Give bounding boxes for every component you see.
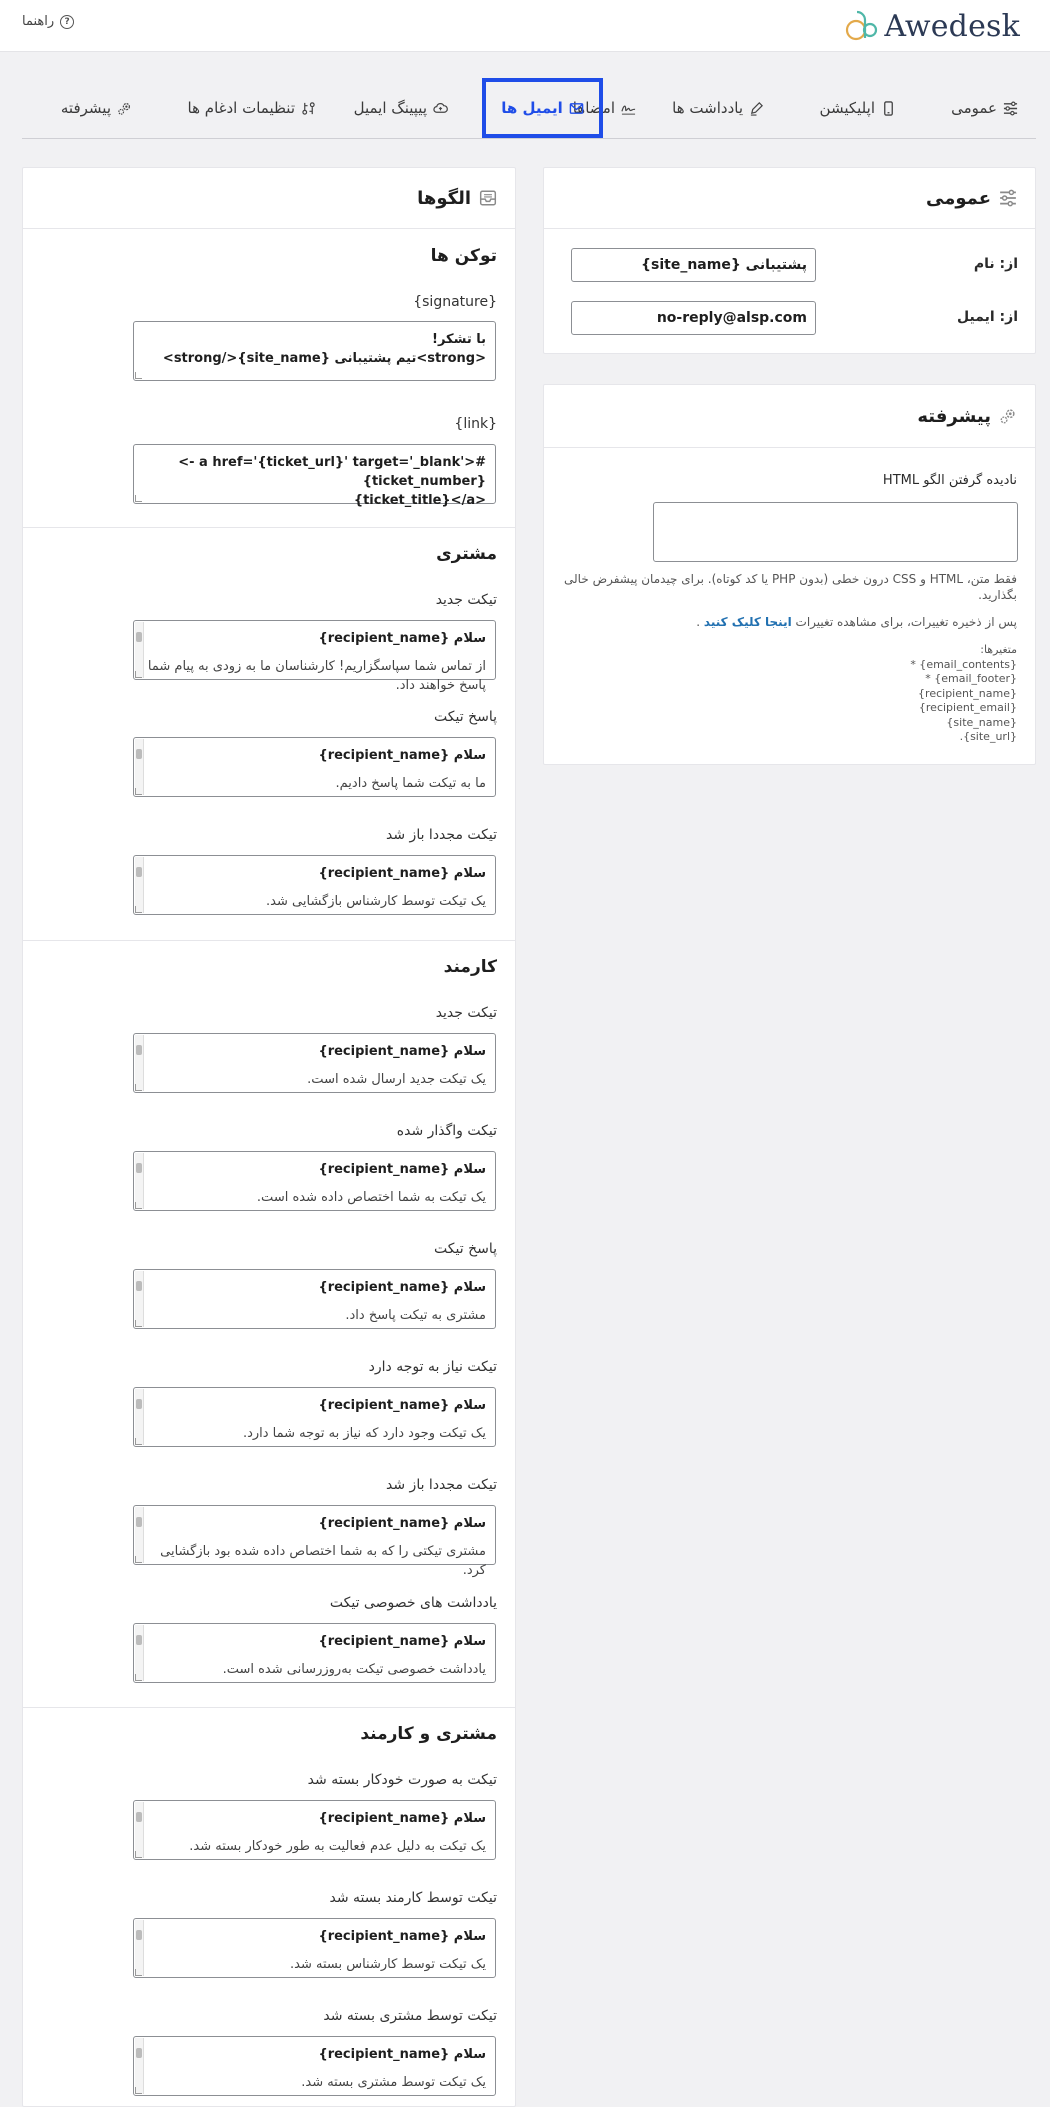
template-greeting: سلام {recipient_name} [318, 1280, 486, 1295]
variable-item: {recipient_name} [918, 686, 1017, 700]
customer-reopened-label: تیکت مجددا باز شد [386, 827, 497, 843]
ignore-template-label: نادیده گرفتن الگو HTML [882, 473, 1017, 488]
textarea-scrollbar[interactable] [135, 622, 144, 678]
variable-item: {email_footer} * [925, 672, 1017, 685]
scroll-thumb[interactable] [136, 867, 142, 877]
tab-label: امضاها [572, 99, 615, 117]
staff-reply-textarea[interactable] [133, 1269, 496, 1329]
textarea-scrollbar[interactable] [135, 1271, 144, 1327]
staff-reply-label: پاسخ تیکت [434, 1241, 497, 1257]
from-name-label: از: نام [973, 256, 1018, 272]
tab-application[interactable] [820, 78, 896, 138]
general-card-title: عمومی [925, 187, 991, 209]
templates-card [22, 167, 516, 2107]
customer-reply-textarea[interactable] [133, 737, 496, 797]
top-bar [0, 0, 1050, 52]
scroll-thumb[interactable] [136, 632, 142, 642]
section-divider [23, 940, 515, 941]
customer-new-ticket-label: تیکت جدید [435, 592, 497, 608]
template-body: مشتری تیکتی را که به شما اختصاص داده شده بود بازگشایی کرد. [160, 1544, 486, 1578]
textarea-scrollbar[interactable] [135, 739, 144, 795]
inbox-icon [479, 189, 497, 207]
general-card-header [544, 168, 1035, 229]
scroll-thumb[interactable] [136, 1812, 142, 1822]
template-body: یک تیکت توسط کارشناس بازگشایی شد. [266, 894, 486, 909]
gears-icon [117, 101, 132, 116]
staff-new-ticket-label: تیکت جدید [435, 1005, 497, 1021]
textarea-scrollbar[interactable] [135, 1625, 144, 1681]
templates-card-header [23, 168, 515, 229]
resize-grip-icon[interactable] [135, 1674, 142, 1681]
template-body: مشتری به تیکت پاسخ داد. [345, 1308, 486, 1323]
template-greeting: سلام {recipient_name} [318, 1811, 486, 1826]
scroll-thumb[interactable] [136, 2048, 142, 2058]
tab-label: یادداشت ها [672, 99, 743, 117]
template-greeting: سلام {recipient_name} [318, 866, 486, 881]
link-line-1: <- a href='{ticket_url}' target='_blank'>#{ticket_number} [178, 455, 486, 489]
resize-grip-icon[interactable] [135, 372, 142, 379]
template-greeting: سلام {recipient_name} [318, 1398, 486, 1413]
staff-reopened-textarea[interactable] [133, 1505, 496, 1578]
resize-grip-icon[interactable] [135, 1320, 142, 1327]
template-greeting: سلام {recipient_name} [318, 1044, 486, 1059]
link-token-textarea[interactable] [133, 444, 496, 508]
staff-reopened-label: تیکت مجددا باز شد [386, 1477, 497, 1493]
textarea-scrollbar[interactable] [135, 1802, 144, 1858]
template-body: یک تیکت توسط کارشناس بسته شد. [290, 1957, 486, 1972]
pen-icon [749, 101, 764, 116]
template-greeting: سلام {recipient_name} [318, 748, 486, 763]
signature-line-1: با تشکر! [432, 332, 486, 347]
gears-icon [999, 407, 1017, 425]
resize-grip-icon[interactable] [135, 1084, 142, 1091]
logo-text: Awedesk [884, 8, 1020, 44]
section-divider [23, 527, 515, 528]
question-circle-icon: ? [60, 15, 74, 29]
html-template-textarea[interactable] [653, 502, 1018, 562]
tab-label: پیشرفته [60, 99, 111, 117]
textarea-scrollbar[interactable] [135, 857, 144, 913]
tab-general[interactable] [951, 78, 1018, 138]
template-greeting: سلام {recipient_name} [318, 631, 486, 646]
customer-reopened-textarea[interactable] [133, 855, 496, 915]
after-save-prefix: پس از ذخیره تغییرات، برای مشاهده تغییرات [795, 615, 1017, 629]
tab-label: پیپینگ ایمیل [353, 99, 427, 117]
advanced-card [543, 384, 1036, 765]
from-email-label: از: ایمیل [957, 309, 1018, 325]
customer-new-ticket-textarea[interactable] [133, 620, 496, 693]
template-body: یک تیکت توسط مشتری بسته شد. [301, 2075, 486, 2090]
after-save-note [562, 614, 1017, 630]
cloud-icon [433, 101, 448, 116]
staff-new-ticket-textarea[interactable] [133, 1033, 496, 1093]
scroll-thumb[interactable] [136, 1635, 142, 1645]
customer-staff-section-title: مشتری و کارمند [360, 1724, 497, 1744]
textarea-scrollbar[interactable] [135, 1035, 144, 1091]
staff-private-notes-label: یادداشت های خصوصی تیکت [329, 1595, 497, 1611]
staff-assigned-label: تیکت واگذار شده [396, 1123, 497, 1139]
settings-tabs [22, 78, 1036, 139]
template-body: یک تیکت به شما اختصاص داده شده است. [256, 1190, 486, 1205]
variables-title: متغیرها: [980, 643, 1017, 656]
sliders-icon [999, 189, 1017, 207]
signature-token-textarea[interactable] [133, 321, 496, 381]
resize-grip-icon[interactable] [135, 1969, 142, 1976]
help-link[interactable] [22, 14, 74, 29]
sliders-icon [1003, 101, 1018, 116]
closed-by-staff-label: تیکت توسط کارمند بسته شد [329, 1890, 497, 1906]
template-greeting: سلام {recipient_name} [318, 1162, 486, 1177]
preview-link[interactable]: اینجا کلیک کنید [703, 615, 792, 629]
from-email-input[interactable]: no-reply@alsp.com [571, 301, 816, 335]
help-label: راهنما [22, 14, 55, 29]
tab-integrations[interactable] [188, 78, 316, 138]
resize-grip-icon[interactable] [135, 1556, 142, 1563]
phone-icon [881, 101, 896, 116]
tab-label: ایمیل ها [501, 99, 563, 117]
scroll-thumb[interactable] [136, 1517, 142, 1527]
staff-needs-attention-label: تیکت نیاز به توجه دارد [368, 1359, 497, 1375]
scroll-thumb[interactable] [136, 1930, 142, 1940]
staff-needs-attention-textarea[interactable] [133, 1387, 496, 1447]
scroll-thumb[interactable] [136, 1399, 142, 1409]
resize-grip-icon[interactable] [135, 906, 142, 913]
scroll-thumb[interactable] [136, 749, 142, 759]
auto-closed-textarea[interactable] [133, 1800, 496, 1860]
template-greeting: سلام {recipient_name} [318, 1516, 486, 1531]
template-body: از تماس شما سپاسگزاریم! کارشناسان ما به زودی به پیام شما پاسخ خواهند داد. [147, 659, 486, 693]
advanced-help-text: فقط متن، HTML و CSS درون خطی (بدون PHP یا کد کوتاه). برای چیدمان پیشفرض خالی بگذارید. [564, 572, 1017, 602]
tab-advanced[interactable] [61, 78, 132, 138]
template-greeting: سلام {recipient_name} [318, 1634, 486, 1649]
resize-grip-icon[interactable] [135, 2087, 142, 2094]
section-divider [23, 1707, 515, 1708]
tab-label: تنظیمات ادغام ها [187, 99, 295, 117]
textarea-scrollbar[interactable] [135, 1389, 144, 1445]
resize-grip-icon[interactable] [135, 788, 142, 795]
closed-by-customer-textarea[interactable] [133, 2036, 496, 2096]
resize-grip-icon[interactable] [135, 671, 142, 678]
signature-icon [621, 101, 636, 116]
staff-assigned-textarea[interactable] [133, 1151, 496, 1211]
tab-label: عمومی [951, 99, 997, 117]
textarea-scrollbar[interactable] [135, 2038, 144, 2094]
awedesk-logo-icon [844, 8, 878, 44]
auto-closed-label: تیکت به صورت خودکار بسته شد [307, 1772, 497, 1788]
scroll-thumb[interactable] [136, 1163, 142, 1173]
scroll-thumb[interactable] [136, 1045, 142, 1055]
template-greeting: سلام {recipient_name} [318, 1929, 486, 1944]
tokens-section-title: توکن ها [430, 246, 497, 266]
customer-section-title: مشتری [436, 544, 497, 564]
template-body: یک تیکت به دلیل عدم فعالیت به طور خودکار بسته شد. [189, 1839, 486, 1854]
staff-section-title: کارمند [443, 957, 497, 977]
resize-grip-icon[interactable] [135, 1438, 142, 1445]
envelope-icon [569, 101, 584, 116]
link-line-2: {ticket_title}</a> [353, 493, 486, 508]
variable-item: {site_url}. [959, 730, 1017, 743]
customer-reply-label: پاسخ تیکت [434, 709, 497, 725]
signature-line-2: <strong>تیم پشتیبانی {site_name}</strong> [162, 351, 486, 366]
template-body: یک تیکت جدید ارسال شده است. [307, 1072, 486, 1087]
template-body: ما به تیکت شما پاسخ دادیم. [335, 776, 486, 791]
template-body: یادداشت خصوصی تیکت به‌روزرسانی شده است. [222, 1662, 486, 1677]
link-token-label: {link} [454, 416, 497, 432]
scroll-thumb[interactable] [136, 1281, 142, 1291]
general-card [543, 167, 1036, 354]
staff-private-notes-textarea[interactable] [133, 1623, 496, 1683]
resize-grip-icon[interactable] [135, 1202, 142, 1209]
from-name-input[interactable]: {site_name} پشتیبانی [571, 248, 816, 282]
templates-card-title: الگوها [417, 187, 471, 209]
tab-emails[interactable] [482, 78, 603, 138]
variable-item: {site_name} [946, 715, 1017, 729]
integrations-icon [301, 101, 316, 116]
variable-item: {recipient_email} [918, 701, 1017, 714]
tab-email-piping[interactable] [354, 78, 448, 138]
textarea-scrollbar[interactable] [135, 1153, 144, 1209]
after-save-suffix: . [696, 615, 701, 629]
tab-label: اپلیکیشن [819, 99, 875, 117]
resize-grip-icon[interactable] [135, 495, 142, 502]
variables-list [910, 643, 1017, 745]
tab-notes[interactable] [672, 78, 764, 138]
closed-by-staff-textarea[interactable] [133, 1918, 496, 1978]
resize-grip-icon[interactable] [135, 1851, 142, 1858]
logo[interactable] [844, 6, 1020, 46]
advanced-card-title: پیشرفته [917, 405, 991, 427]
textarea-scrollbar[interactable] [135, 1507, 144, 1563]
advanced-card-header [544, 385, 1035, 448]
template-greeting: سلام {recipient_name} [318, 2047, 486, 2062]
variable-item: {email_contents} * [910, 657, 1017, 671]
closed-by-customer-label: تیکت توسط مشتری بسته شد [323, 2008, 497, 2024]
template-body: یک تیکت وجود دارد که نیاز به توجه شما دارد. [242, 1426, 486, 1441]
textarea-scrollbar[interactable] [135, 1920, 144, 1976]
signature-token-label: {signature} [413, 294, 497, 310]
